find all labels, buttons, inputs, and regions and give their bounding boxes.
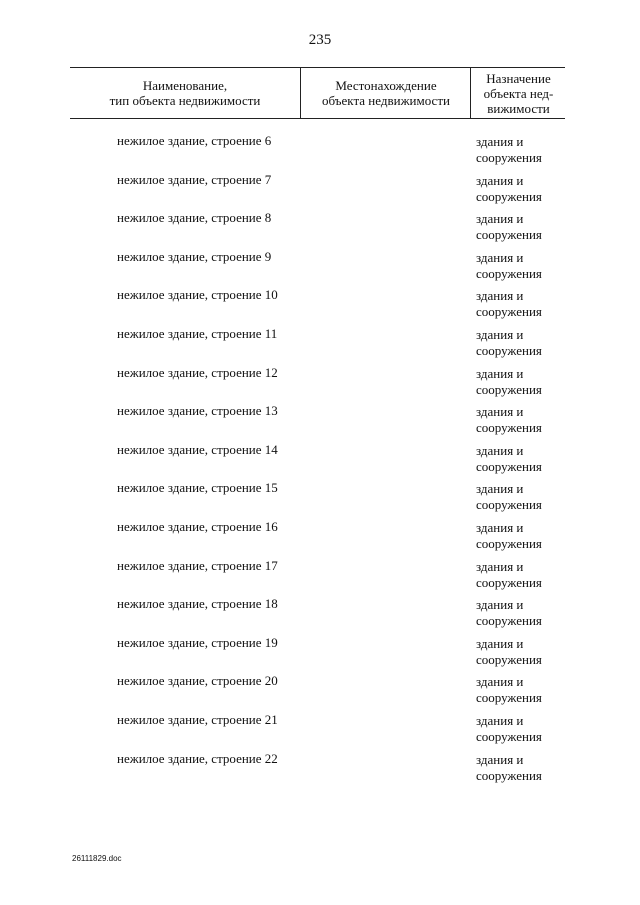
purpose-line: здания и — [476, 751, 524, 767]
purpose-line: здания и — [476, 134, 524, 149]
purpose-line: сооружения — [476, 342, 542, 358]
table-row — [70, 326, 565, 365]
cell-purpose — [476, 481, 542, 513]
purpose-line: здания и — [476, 326, 524, 342]
purpose-line: сооружения — [476, 535, 542, 551]
header-name-type — [70, 68, 300, 118]
cell-object-name: нежилое здание, строение 22 — [117, 750, 278, 766]
cell-object-name: нежилое здание, строение 12 — [117, 364, 278, 380]
header-purpose — [470, 68, 566, 118]
purpose-line: сооружения — [476, 651, 542, 667]
purpose-line: здания и — [476, 635, 524, 651]
cell-purpose — [476, 250, 542, 282]
cell-purpose — [476, 327, 542, 359]
purpose-line: сооружения — [476, 613, 542, 629]
table-row — [70, 596, 565, 635]
cell-object-name: нежилое здание, строение 10 — [117, 287, 278, 303]
purpose-line: сооружения — [476, 728, 542, 744]
cell-purpose — [476, 713, 542, 745]
cell-object-name: нежилое здание, строение 20 — [117, 673, 278, 689]
purpose-line: сооружения — [476, 574, 542, 590]
purpose-line: здания и — [476, 172, 524, 188]
table-row — [70, 365, 565, 404]
purpose-line: здания и — [476, 442, 524, 458]
purpose-line: здания и — [476, 674, 524, 690]
table-row — [70, 751, 565, 790]
cell-purpose — [476, 173, 542, 205]
cell-object-name: нежилое здание, строение 8 — [117, 210, 272, 226]
purpose-line: здания и — [476, 597, 524, 613]
cell-purpose — [476, 211, 542, 243]
cell-object-name: нежилое здание, строение 16 — [117, 518, 278, 534]
header-line: тип объекта недвижимости — [109, 93, 261, 108]
header-line: Местонахождение — [335, 78, 437, 93]
purpose-line: здания и — [476, 519, 524, 535]
purpose-line: сооружения — [476, 188, 542, 204]
table-row — [70, 712, 565, 751]
header-line: Наименование, — [142, 78, 228, 93]
header-line: объекта нед- — [483, 85, 554, 101]
table-row — [70, 480, 565, 519]
table-row — [70, 558, 565, 597]
cell-purpose — [476, 366, 542, 398]
cell-object-name: нежилое здание, строение 6 — [117, 133, 272, 148]
purpose-line: здания и — [476, 249, 524, 265]
purpose-line: сооружения — [476, 458, 542, 474]
header-location — [300, 68, 471, 118]
property-table — [70, 67, 565, 783]
cell-object-name: нежилое здание, строение 18 — [117, 596, 278, 612]
purpose-line: здания и — [476, 481, 524, 497]
purpose-line: сооружения — [476, 381, 542, 397]
document-id: 26111829.doc — [72, 854, 122, 863]
cell-object-name: нежилое здание, строение 15 — [117, 480, 278, 496]
purpose-line: сооружения — [476, 227, 542, 243]
cell-purpose — [476, 404, 542, 436]
cell-object-name: нежилое здание, строение 19 — [117, 634, 278, 650]
page-number: 235 — [308, 32, 332, 48]
cell-purpose — [476, 674, 542, 706]
purpose-line: сооружения — [476, 497, 542, 513]
cell-purpose — [476, 288, 542, 320]
purpose-line: сооружения — [476, 767, 542, 783]
cell-purpose — [476, 636, 542, 668]
table-row — [70, 403, 565, 442]
purpose-line: здания и — [476, 558, 524, 574]
purpose-line: здания и — [476, 211, 524, 227]
table-row — [70, 519, 565, 558]
cell-purpose — [476, 443, 542, 475]
cell-object-name: нежилое здание, строение 14 — [117, 441, 278, 457]
cell-object-name: нежилое здание, строение 9 — [117, 248, 272, 264]
cell-purpose — [476, 597, 542, 629]
header-line: объекта недвижимости — [322, 93, 450, 108]
purpose-line: сооружения — [476, 150, 542, 165]
purpose-line: здания и — [476, 404, 524, 420]
cell-purpose — [476, 752, 542, 784]
purpose-line: сооружения — [476, 304, 542, 320]
purpose-line: здания и — [476, 288, 524, 304]
cell-purpose — [476, 520, 542, 552]
purpose-line: сооружения — [476, 690, 542, 706]
header-line: Назначение — [486, 70, 551, 86]
table-row — [70, 287, 565, 326]
table-row — [70, 133, 565, 172]
purpose-line: сооружения — [476, 420, 542, 436]
cell-object-name: нежилое здание, строение 21 — [117, 711, 278, 727]
cell-object-name: нежилое здание, строение 7 — [117, 171, 272, 187]
cell-purpose — [476, 559, 542, 591]
table-header — [70, 67, 565, 119]
table-row — [70, 249, 565, 288]
cell-purpose — [476, 134, 542, 166]
table-row — [70, 210, 565, 249]
purpose-line: сооружения — [476, 265, 542, 281]
table-row — [70, 172, 565, 211]
cell-object-name: нежилое здание, строение 13 — [117, 403, 278, 419]
cell-object-name: нежилое здание, строение 11 — [117, 325, 278, 341]
purpose-line: здания и — [476, 712, 524, 728]
table-row — [70, 635, 565, 674]
table-row — [70, 442, 565, 481]
cell-object-name: нежилое здание, строение 17 — [117, 557, 278, 573]
header-line: вижимости — [487, 100, 550, 116]
table-body — [70, 133, 565, 789]
table-row — [70, 673, 565, 712]
purpose-line: здания и — [476, 365, 524, 381]
